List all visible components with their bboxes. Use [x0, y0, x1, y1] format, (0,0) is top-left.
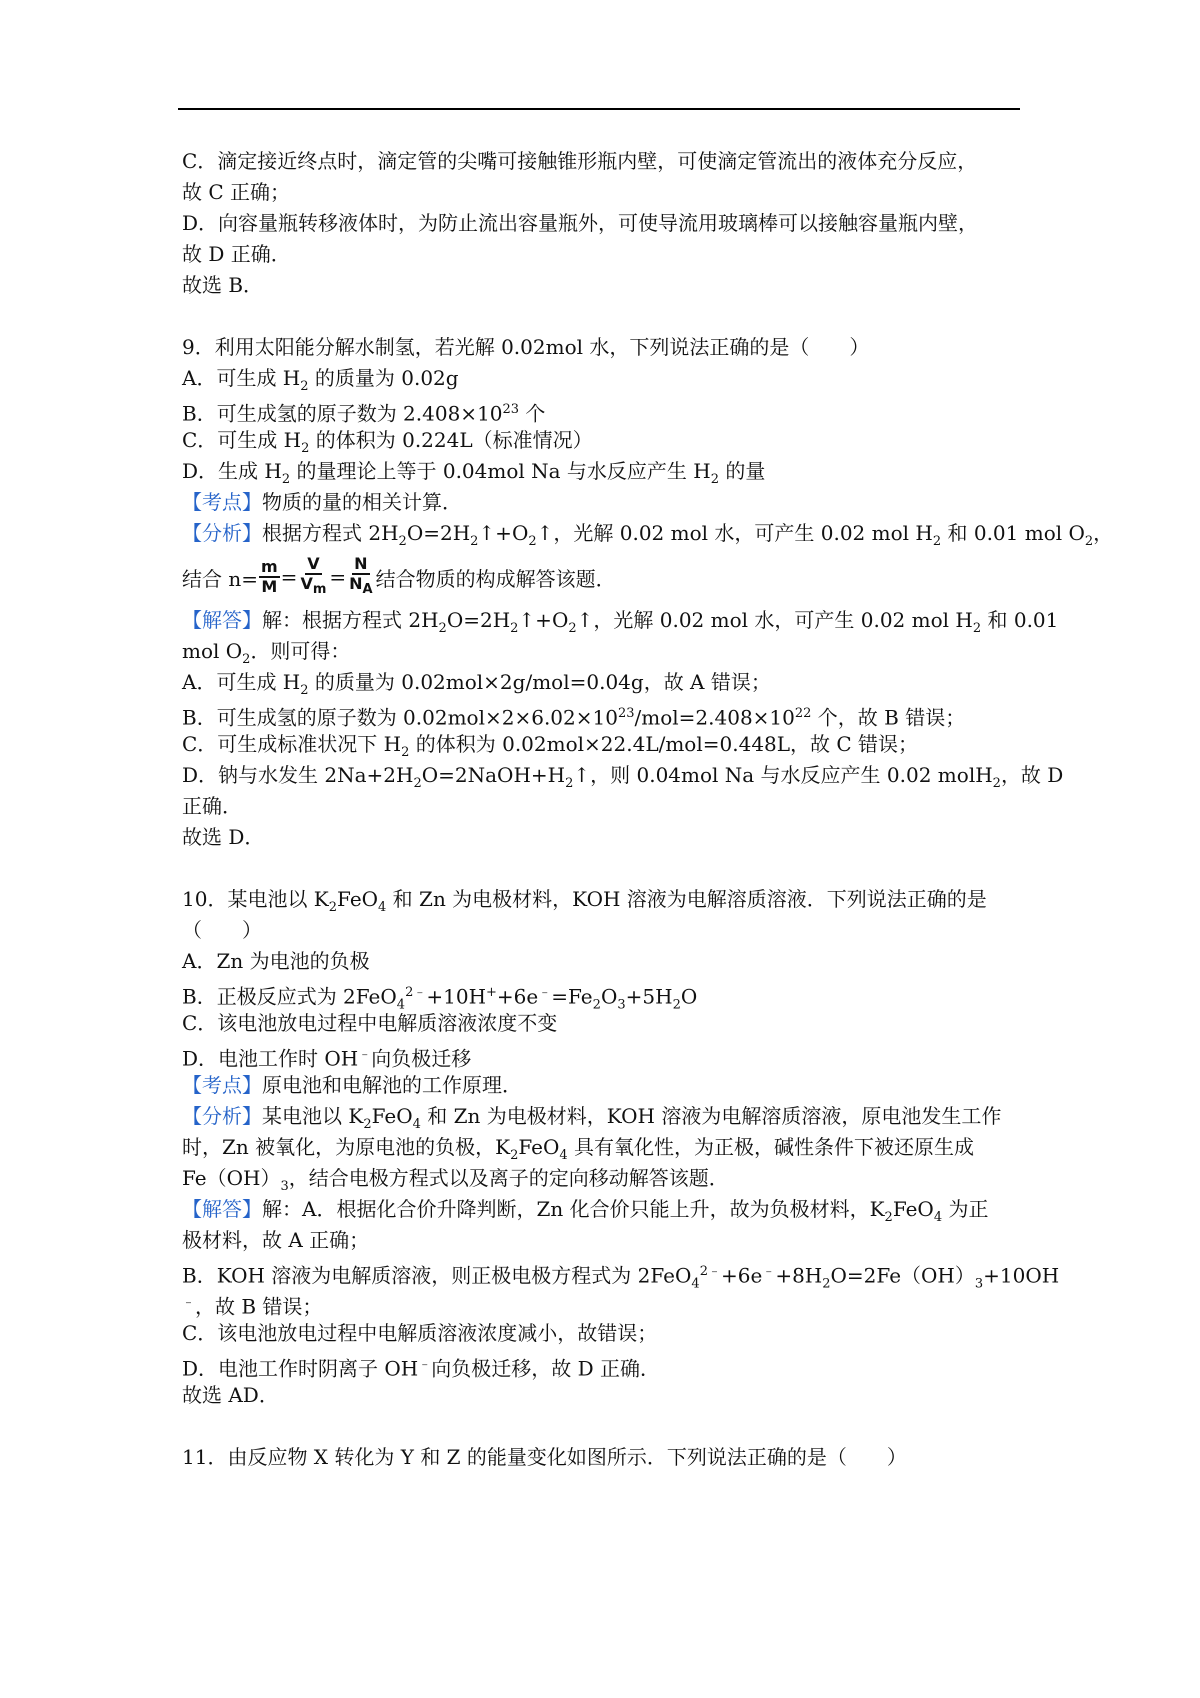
- section-text: 物质的量的相关计算．: [262, 490, 462, 514]
- text-line: D．电池工作时阴离子 OH﹣向负极迁移，故 D 正确．: [182, 1356, 660, 1381]
- paragraph-gap: [182, 1411, 1022, 1442]
- text-line: 故 C 正确；: [182, 180, 291, 204]
- section-tag: 【考点】: [182, 490, 262, 514]
- text-line: D．向容量瓶转移液体时，为防止流出容量瓶外，可使导流用玻璃棒可以接触容量瓶内壁，: [182, 211, 979, 235]
- section-text: 解：A．根据化合价升降判断，Zn 化合价只能上升，故为负极材料，$K_2FeO_4$ 为正: [262, 1197, 989, 1225]
- answer-section-line: [182, 487, 1022, 518]
- paragraph-gap: [182, 301, 1022, 332]
- text-line: D．钠与水发生 $2Na+2H_2O=2NaOH+H_2↑$，则 0.04mol Na 与水反应产生 0.02 molH$_2$，故 D: [182, 763, 1064, 791]
- text-line: C．该电池放电过程中电解质溶液浓度减小，故错误；: [182, 1321, 658, 1345]
- section-text: 某电池以 $K_2FeO_4$ 和 Zn 为电极材料，KOH 溶液为电解溶质溶液，原电池发生工作: [262, 1104, 1002, 1132]
- text-line: ﹣，故 B 错误；: [182, 1294, 323, 1319]
- text-line: A．可生成 $H_2$ 的质量为 0.02g: [182, 366, 459, 394]
- text-line: 正确．: [182, 794, 242, 818]
- text-line: 10．某电池以 $K_2FeO_4$ 和 Zn 为电极材料，KOH 溶液为电解溶质溶液．下列说法正确的是: [182, 887, 987, 915]
- text-line: B．可生成氢的原子数为 $0.02mol\times 2\times 6.02\times 10^{23}/mol=2.408\times 10^{22}$ 个，故 B 错误；: [182, 705, 966, 730]
- text-line: 时，Zn 被氧化，为原电池的负极，$K_2FeO_4$ 具有氧化性，为正极，碱性条件下被还原生成: [182, 1135, 975, 1163]
- text-line: D．电池工作时 OH﹣向负极迁移: [182, 1046, 472, 1071]
- section-text: 根据方程式 $2H_2O=2H_2↑+O_2↑$，光解 0.02 mol 水，可产生 0.02 mol $H_2$ 和 0.01 mol $O_2$，: [262, 521, 1114, 549]
- text-line: 故选 B．: [182, 273, 264, 297]
- answer-section-line: [182, 1101, 1022, 1132]
- text-line: B．正极反应式为 $2FeO_4^{2﹣}+10H^++6e^﹣=Fe_2O_3+5H_2O$: [182, 984, 698, 1013]
- fraction-m-over-M: $\frac{m}{M}$: [261, 557, 278, 596]
- text-line: mol $O_2$．则可得：: [182, 639, 351, 667]
- answer-section-line: [182, 1070, 1022, 1101]
- text-line: D．生成 $H_2$ 的量理论上等于 0.04mol Na 与水反应产生 $H_2$ 的量: [182, 459, 766, 487]
- section-tag: 【解答】: [182, 1197, 262, 1221]
- text-line: A．Zn 为电池的负极: [182, 949, 370, 973]
- text-line: B．KOH 溶液为电解质溶液，则正极电极方程式为 $2FeO_4^{2﹣}+6e^﹣+8H_2O=2Fe(OH)_3+10OH$: [182, 1263, 1060, 1292]
- formula-suffix: 结合物质的构成解答该题．: [375, 566, 616, 591]
- fraction-N-over-NA: $\frac{N}{N_A}$: [349, 553, 373, 598]
- text-line: C．滴定接近终点时，滴定管的尖嘴可接触锥形瓶内壁，可使滴定管流出的液体充分反应，: [182, 149, 978, 173]
- answer-section-line: [182, 605, 1059, 636]
- section-tag: 【分析】: [182, 1104, 262, 1128]
- section-text: 原电池和电解池的工作原理．: [262, 1073, 522, 1097]
- paragraph-gap: [182, 853, 1022, 884]
- text-line: C．可生成 $H_2$ 的体积为 0.224L（标准情况）: [182, 428, 593, 456]
- text-line: $Fe(OH)_3$，结合电极方程式以及离子的定向移动解答该题．: [182, 1166, 729, 1194]
- text-line: 极材料，故 A 正确；: [182, 1228, 370, 1252]
- text-line: （ ）: [182, 918, 262, 942]
- text-line: 故选 AD．: [182, 1383, 279, 1407]
- text-line: 11．由反应物 X 转化为 Y 和 Z 的能量变化如图所示．下列说法正确的是（ ）: [182, 1445, 907, 1469]
- text-line: C．可生成标准状况下 $H_2$ 的体积为 0.02mol×22.4L/mol=0.448L，故 C 错误；: [182, 732, 919, 760]
- section-text: 解：根据方程式 $2H_2O=2H_2↑+O_2↑$，光解 0.02 mol 水，可产生 0.02 mol $H_2$ 和 0.01: [262, 608, 1059, 636]
- formula-line: 结合 n= $\frac{m}{M}$ = $\frac{V}{V_m}$ = $\frac{N}{N_A}$ 结合物质的构成解答该题．: [182, 553, 616, 598]
- text-line: 故 D 正确．: [182, 242, 291, 266]
- formula-prefix: 结合 n=: [182, 566, 258, 591]
- header-rule: [178, 108, 1020, 110]
- text-line: C．该电池放电过程中电解质溶液浓度不变: [182, 1011, 558, 1035]
- document-body: [182, 146, 1114, 1473]
- answer-section-line: [182, 518, 1114, 549]
- text-line: B．可生成氢的原子数为 $2.408\times 10^{23}$ 个: [182, 401, 546, 426]
- text-line: 故选 D．: [182, 825, 265, 849]
- section-tag: 【解答】: [182, 608, 262, 632]
- section-tag: 【分析】: [182, 521, 262, 545]
- text-line: A．可生成 $H_2$ 的质量为 0.02mol×2g/mol=0.04g，故 A 错误；: [182, 670, 771, 698]
- answer-section-line: [182, 1194, 1022, 1225]
- text-line: 9．利用太阳能分解水制氢，若光解 0.02mol 水，下列说法正确的是（ ）: [182, 335, 870, 359]
- fraction-V-over-Vm: $\frac{V}{V_m}$: [300, 553, 327, 598]
- section-tag: 【考点】: [182, 1073, 262, 1097]
